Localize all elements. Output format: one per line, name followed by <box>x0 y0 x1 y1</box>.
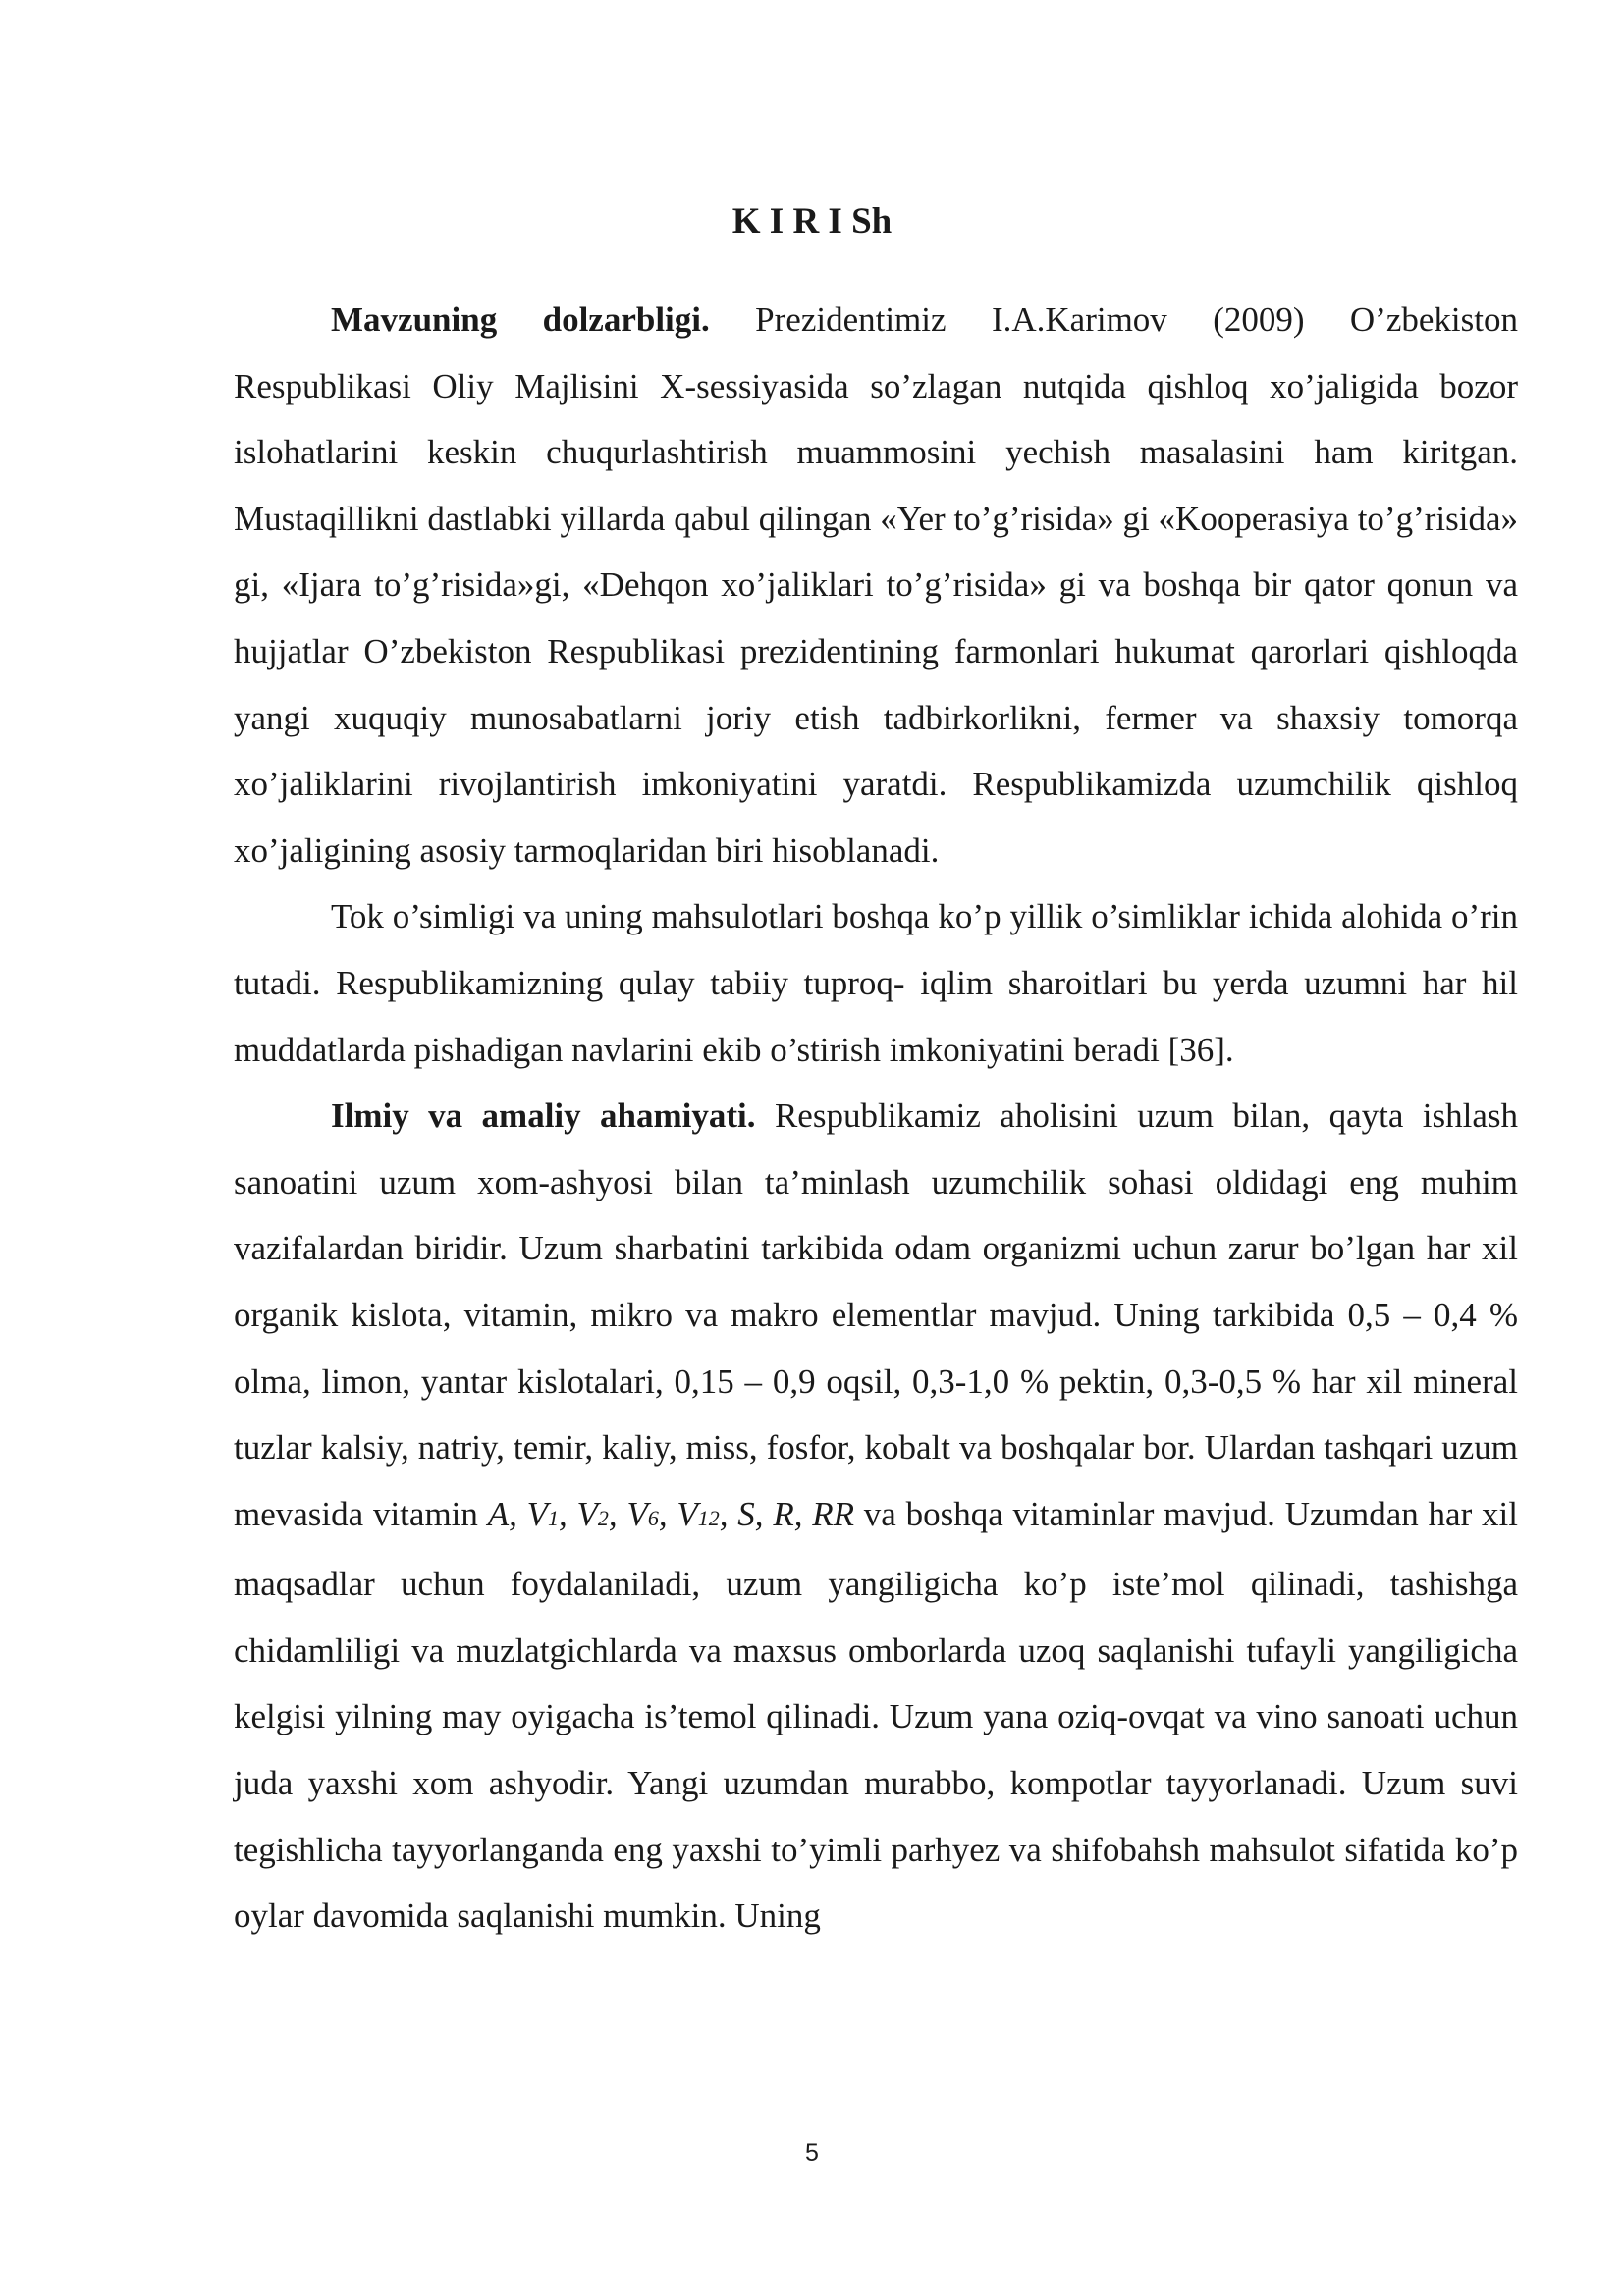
vitamin-sub-6: 6 <box>647 1505 659 1530</box>
vitamin-sub-1: 1 <box>547 1505 559 1530</box>
paragraph-relevance <box>234 287 1518 883</box>
significance-text-1: Respublikamiz aholisini uzum bilan, qayta ishlash sanoatini uzum xom-ashyosi bilan ta’minlash uzumchilik sohasi oldidagi eng muhim vazifalardan biridir. Uzum sharbatini tarkibida odam organizmi uchun zarur bo’lgan har xil organik kislota, vitamin, mikro va makro elementlar mavjud. Uning tarkibida 0,5 – 0,4 % olma, limon, yantar kislotalari, 0,15 – 0,9 oqsil, 0,3-1,0 % pektin, 0,3-0,5 % har xil mineral tuzlar kalsiy, natriy, temir, kaliy, miss, fosfor, kobalt va boshqalar bor. Ulardan tashqari uzum mevasida vitamin <box>234 1096 1518 1533</box>
vitamin-sub-2: 2 <box>597 1505 609 1530</box>
document-body <box>234 287 1518 1949</box>
page-number: 5 <box>805 2139 819 2166</box>
paragraph-significance <box>234 1083 1518 1949</box>
vine-text: Tok o’simligi va uning mahsulotlari boshqa ko’p yillik o’simliklar ichida alohida o’rin tutadi. Respublikamizning qulay tabiiy tuproq- iqlim sharoitlari bu yerda uzumni har hil muddatlarda pishadigan navlarini ekib o’stirish imkoniyatini beradi [36]. <box>234 897 1518 1069</box>
relevance-heading: Mavzuning dolzarbligi. <box>331 300 710 339</box>
paragraph-vine <box>234 883 1518 1083</box>
vitamin-sep-2: , V <box>608 1494 648 1533</box>
significance-heading: Ilmiy va amaliy ahamiyati. <box>331 1096 756 1136</box>
relevance-text: Prezidentimiz I.A.Karimov (2009) O’zbekiston Respublikasi Oliy Majlisini X-sessiyasida so’zlagan nutqida qishloq xo’jaligida bozor islohatlarini keskin chuqurlashtirish muammosini yechish masalasini ham kiritgan. Mustaqillikni dastlabki yillarda qabul qilingan «Yer to’g’risida» gi «Kooperasiya to’g’risida» gi, «Ijara to’g’risida»gi, «Dehqon xo’jaliklari to’g’risida» gi va boshqa bir qator qonun va hujjatlar O’zbekiston Respublikasi prezidentining farmonlari hukumat qarorlari qishloqda yangi xuquqiy munosabatlarni joriy etish tadbirkorlikni, fermer va shaxsiy tomorqa xo’jaliklarini rivojlantirish imkoniyatini yaratdi. Respublikamizda uzumchilik qishloq xo’jaligining asosiy tarmoqlaridan biri hisoblanadi. <box>234 300 1518 870</box>
vitamin-a: A, V <box>487 1494 548 1533</box>
vitamin-sep-3: , V <box>658 1494 698 1533</box>
vitamin-sub-12: 12 <box>697 1505 720 1530</box>
page-title: K I R I Sh <box>731 201 893 241</box>
vitamin-sep-1: , V <box>558 1494 598 1533</box>
vitamin-rest: , S, R, RR <box>719 1494 854 1533</box>
significance-text-2: va boshqa vitaminlar mavjud. Uzumdan har xil maqsadlar uchun foydalaniladi, uzum yangiligicha ko’p iste’mol qilinadi, tashishga chidamliligi va muzlatgichlarda va maxsus omborlarda uzoq saqlanishi tufayli yangiligicha kelgisi yilning may oyigacha is’temol qilinadi. Uzum yana oziq-ovqat va vino sanoati uchun juda yaxshi xom ashyodir. Yangi uzumdan murabbo, kompotlar tayyorlanadi. Uzum suvi tegishlicha tayyorlanganda eng yaxshi to’yimli parhyez va shifobahsh mahsulot sifatida ko’p oylar davomida saqlanishi mumkin. Uning <box>234 1494 1518 1936</box>
